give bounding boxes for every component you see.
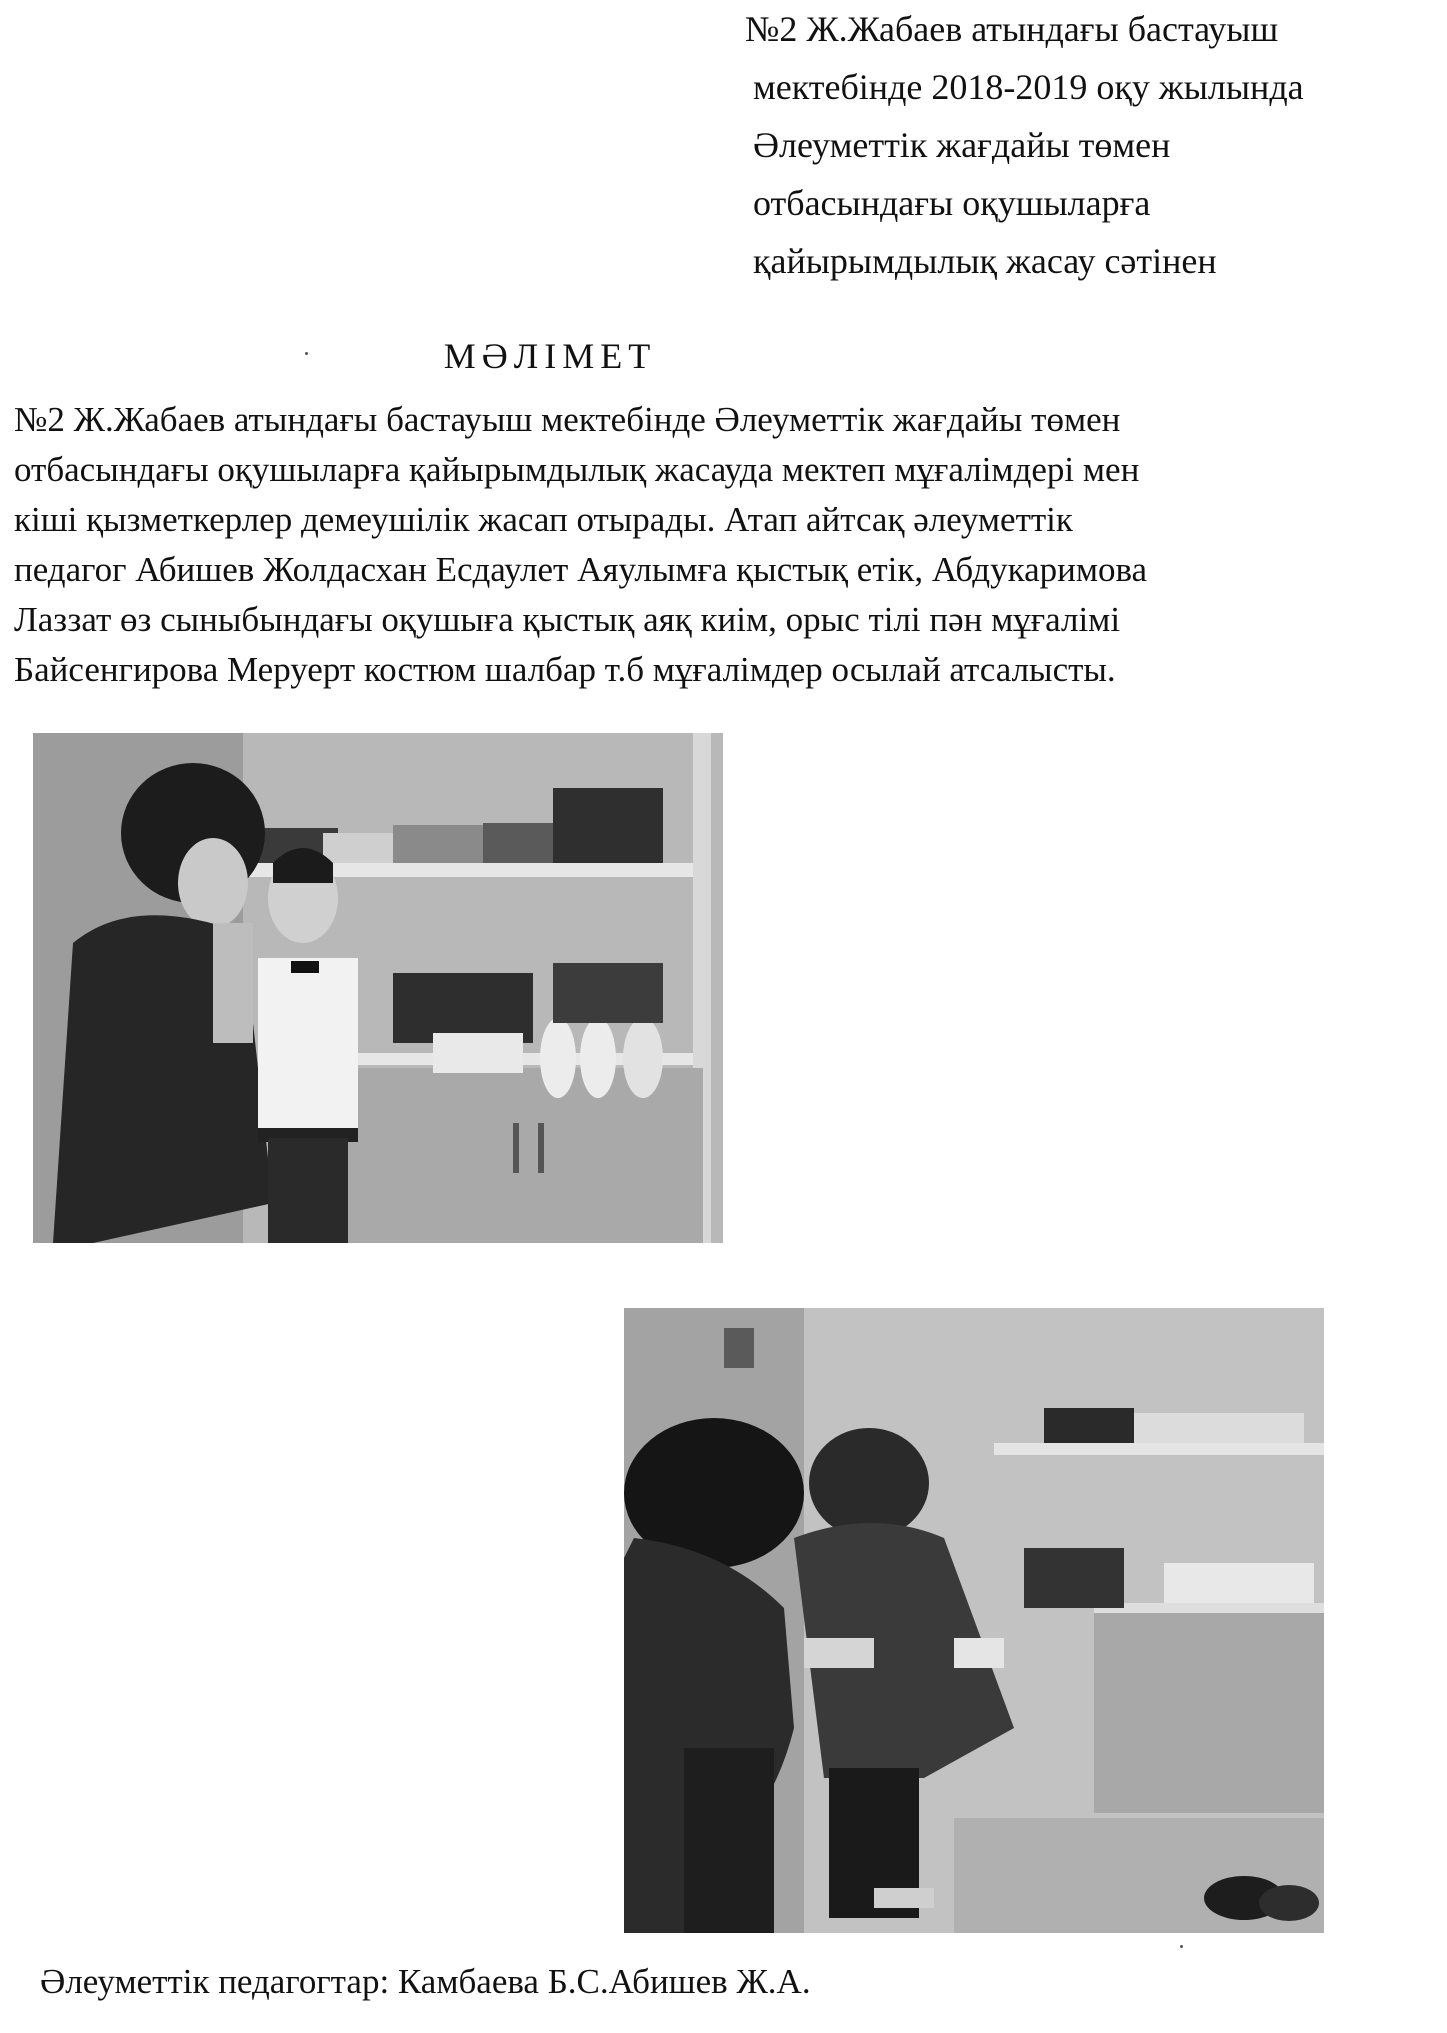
body-paragraph	[14, 395, 1434, 695]
body-line-4: педагог Абишев Жолдасхан Есдаулет Аяулымға қыстық етік, Абдукаримова	[14, 550, 1148, 589]
header-line-5: қайырымдылық жасау сәтінен	[753, 241, 1217, 281]
body-line-5: Лаззат өз сыныбындағы оқушыға қыстық аяқ киім, орыс тілі пән мұғалімі	[14, 600, 1121, 639]
document-title: МӘЛІМЕТ	[443, 336, 657, 376]
header-line-2: мектебінде 2018-2019 оқу жылында	[753, 67, 1304, 107]
photo-teacher-fitting-jacket	[624, 1308, 1324, 1933]
signature-line: Әлеуметтік педагогтар: Камбаева Б.С.Абишев Ж.А.	[40, 1962, 811, 2001]
body-line-1: №2 Ж.Жабаев атындағы бастауыш мектебінде Әлеуметтік жағдайы төмен	[14, 400, 1121, 439]
body-line-6: Байсенгирова Меруерт костюм шалбар т.б мұғалімдер осылай атсалысты.	[14, 650, 1116, 689]
photo-1-illustration	[33, 733, 723, 1243]
scan-speck	[305, 352, 308, 355]
photo-2-illustration	[624, 1308, 1324, 1933]
header-line-3: Әлеуметтік жағдайы төмен	[753, 125, 1171, 165]
header-line-1: №2 Ж.Жабаев атындағы бастауыш	[745, 9, 1279, 49]
photo-teacher-and-boy	[33, 733, 723, 1243]
scan-speck	[1180, 1945, 1183, 1948]
header-block	[745, 0, 1435, 290]
body-line-3: кіші қызметкерлер демеушілік жасап отырады. Атап айтсақ әлеуметтік	[14, 500, 1073, 539]
body-line-2: отбасындағы оқушыларға қайырымдылық жасауда мектеп мұғалімдері мен	[14, 450, 1140, 489]
header-line-4: отбасындағы оқушыларға	[753, 183, 1151, 223]
